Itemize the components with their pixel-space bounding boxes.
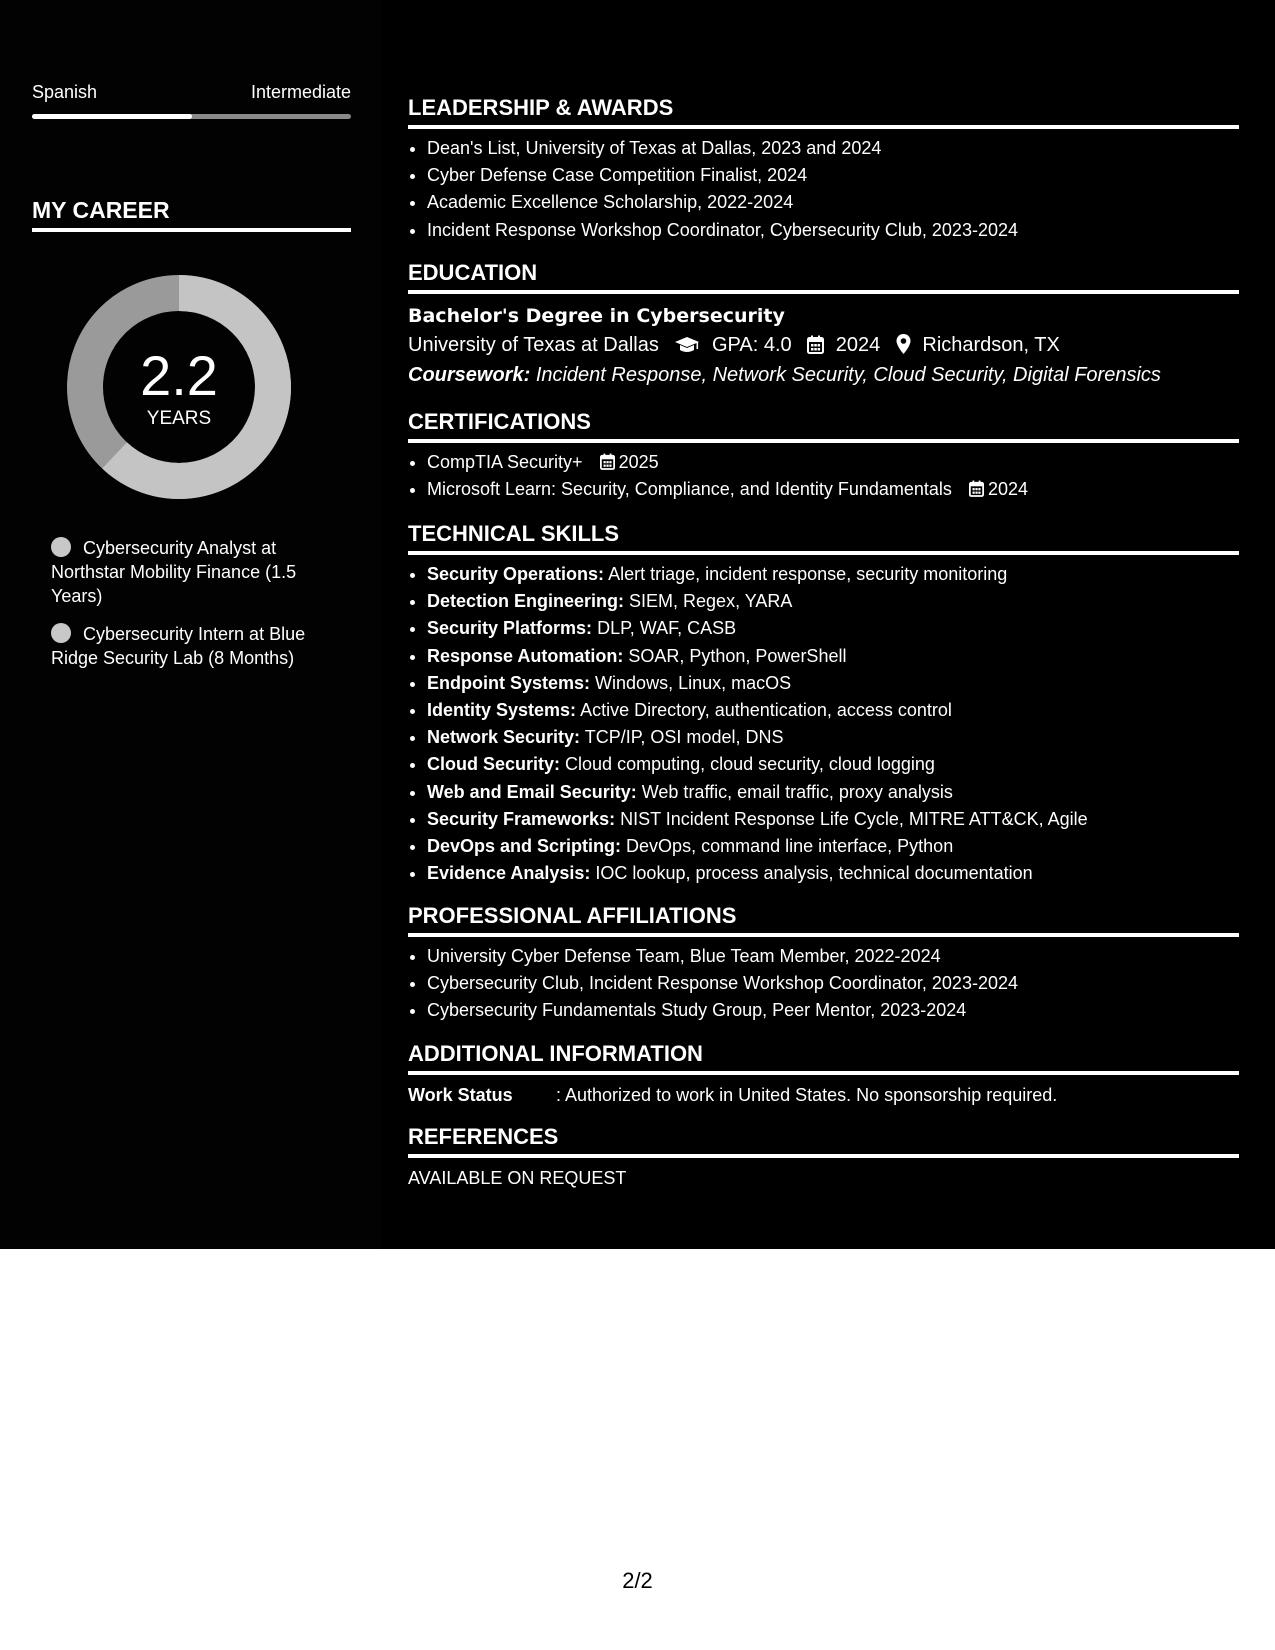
coursework	[408, 360, 1239, 390]
work-status-label: Work Status	[408, 1085, 513, 1105]
section-title: LEADERSHIP & AWARDS	[408, 94, 1239, 129]
skill-value: Windows, Linux, macOS	[595, 672, 792, 693]
skill-item	[427, 643, 1239, 670]
skill-label: Network Security:	[427, 727, 581, 748]
skill-value: TCP/IP, OSI model, DNS	[584, 727, 784, 748]
skill-value: DLP, WAF, CASB	[597, 618, 737, 639]
section-title: CERTIFICATIONS	[408, 408, 1239, 443]
language-proficiency-fill	[32, 114, 192, 119]
skill-label: Endpoint Systems:	[427, 672, 591, 693]
career-years-unit: YEARS	[146, 408, 212, 429]
bullet-dot-icon	[51, 537, 71, 557]
skill-label: Response Automation:	[427, 645, 624, 666]
certification-name: CompTIA Security+	[427, 452, 583, 472]
skills-list	[408, 561, 1239, 887]
list-item: • University Cyber Defense Team, Blue Team Member, 2022-2024	[427, 943, 1239, 970]
certification-year: 2025	[618, 452, 659, 472]
skill-label: Detection Engineering:	[427, 591, 625, 612]
calendar-icon	[600, 453, 615, 470]
skill-value: IOC lookup, process analysis, technical documentation	[595, 863, 1033, 884]
list-item: • Cybersecurity Fundamentals Study Group, Peer Mentor, 2023-2024	[427, 997, 1239, 1024]
skill-label: Web and Email Security:	[427, 781, 637, 802]
skill-value: Cloud computing, cloud security, cloud logging	[565, 754, 935, 775]
skill-value: SOAR, Python, PowerShell	[628, 645, 847, 666]
technical-skills-section	[408, 520, 1239, 887]
language-name: Spanish	[32, 82, 98, 102]
skill-value: Active Directory, authentication, access control	[580, 700, 952, 721]
graduation-year: 2024	[835, 334, 881, 356]
list-item	[427, 476, 1239, 503]
gpa: GPA: 4.0	[711, 334, 792, 356]
skill-item	[427, 697, 1239, 724]
leadership-section	[408, 94, 1239, 244]
calendar-icon	[807, 335, 824, 354]
skill-item	[427, 860, 1239, 887]
list-item	[427, 449, 1239, 476]
language-proficiency-bar	[32, 114, 351, 119]
calendar-icon	[969, 480, 984, 497]
education-meta	[408, 330, 1239, 360]
certification-year: 2024	[987, 479, 1028, 500]
skill-item	[427, 724, 1239, 751]
section-title: PROFESSIONAL AFFILIATIONS	[408, 902, 1239, 937]
career-years-value: 2.2	[140, 344, 218, 407]
leadership-list	[408, 135, 1239, 244]
skill-item	[427, 833, 1239, 860]
sidebar	[0, 0, 381, 1249]
list-item: • Incident Response Workshop Coordinator, Cybersecurity Club, 2023-2024	[427, 217, 1239, 244]
skill-item	[427, 670, 1239, 697]
skill-item	[427, 751, 1239, 778]
affiliations-list	[408, 943, 1239, 1025]
list-item: • Academic Excellence Scholarship, 2022-2024	[427, 189, 1239, 216]
skill-value: Alert triage, incident response, security monitoring	[608, 564, 1008, 584]
school-name: University of Texas at Dallas	[408, 334, 659, 356]
affiliations-section	[408, 902, 1239, 1025]
references-text: AVAILABLE ON REQUEST	[408, 1168, 627, 1188]
career-item-text: Cybersecurity Analyst at Northstar Mobility Finance (1.5 Years)	[51, 538, 297, 606]
list-item: • Cybersecurity Club, Incident Response Workshop Coordinator, 2023-2024	[427, 970, 1239, 997]
skill-label: Cloud Security:	[427, 754, 561, 775]
skill-value: DevOps, command line interface, Python	[626, 836, 954, 857]
skill-item	[427, 561, 1239, 588]
certifications-list	[408, 449, 1239, 503]
skill-label: Evidence Analysis:	[427, 863, 591, 884]
skill-item	[427, 806, 1239, 833]
education-section	[408, 259, 1239, 390]
career-heading: MY CAREER	[32, 196, 351, 232]
section-title: REFERENCES	[408, 1123, 1239, 1158]
skill-item	[427, 779, 1239, 806]
additional-info-section	[408, 1040, 1239, 1107]
page-number: 2/2	[622, 1568, 653, 1593]
skill-label: DevOps and Scripting:	[427, 836, 622, 857]
skill-item	[427, 588, 1239, 615]
career-item	[51, 622, 331, 670]
coursework-list: Incident Response, Network Security, Cloud Security, Digital Forensics	[535, 364, 1161, 386]
section-title: ADDITIONAL INFORMATION	[408, 1040, 1239, 1075]
references-section	[408, 1123, 1239, 1190]
graduation-cap-icon	[674, 336, 700, 354]
career-list	[51, 536, 331, 684]
bullet-dot-icon	[51, 623, 71, 643]
certifications-section	[408, 408, 1239, 503]
skill-item	[427, 615, 1239, 642]
degree-title: Bachelor's Degree in Cybersecurity	[408, 305, 785, 327]
work-status-value: : Authorized to work in United States. No sponsorship required.	[556, 1085, 1058, 1105]
work-status-row	[408, 1083, 1239, 1107]
section-title: TECHNICAL SKILLS	[408, 520, 1239, 555]
skill-label: Security Operations:	[427, 564, 605, 584]
skill-value: NIST Incident Response Life Cycle, MITRE ATT&CK, Agile	[620, 808, 1088, 829]
certification-name: Microsoft Learn: Security, Compliance, and Identity Fundamentals	[427, 479, 952, 500]
coursework-label: Coursework:	[408, 364, 531, 386]
list-item: • Dean's List, University of Texas at Dallas, 2023 and 2024	[427, 135, 1239, 162]
skill-label: Security Platforms:	[427, 618, 593, 639]
list-item: • Cyber Defense Case Competition Finalist, 2024	[427, 162, 1239, 189]
location: Richardson, TX	[922, 334, 1060, 356]
skill-label: Identity Systems:	[427, 700, 577, 721]
skill-value: Web traffic, email traffic, proxy analysis	[641, 781, 953, 802]
career-item	[51, 536, 331, 608]
skill-label: Security Frameworks:	[427, 808, 616, 829]
career-item-text: Cybersecurity Intern at Blue Ridge Security Lab (8 Months)	[51, 624, 306, 668]
language-level: Intermediate	[250, 82, 351, 102]
section-title: EDUCATION	[408, 259, 1239, 294]
map-pin-icon	[896, 334, 911, 354]
skill-value: SIEM, Regex, YARA	[629, 591, 793, 612]
